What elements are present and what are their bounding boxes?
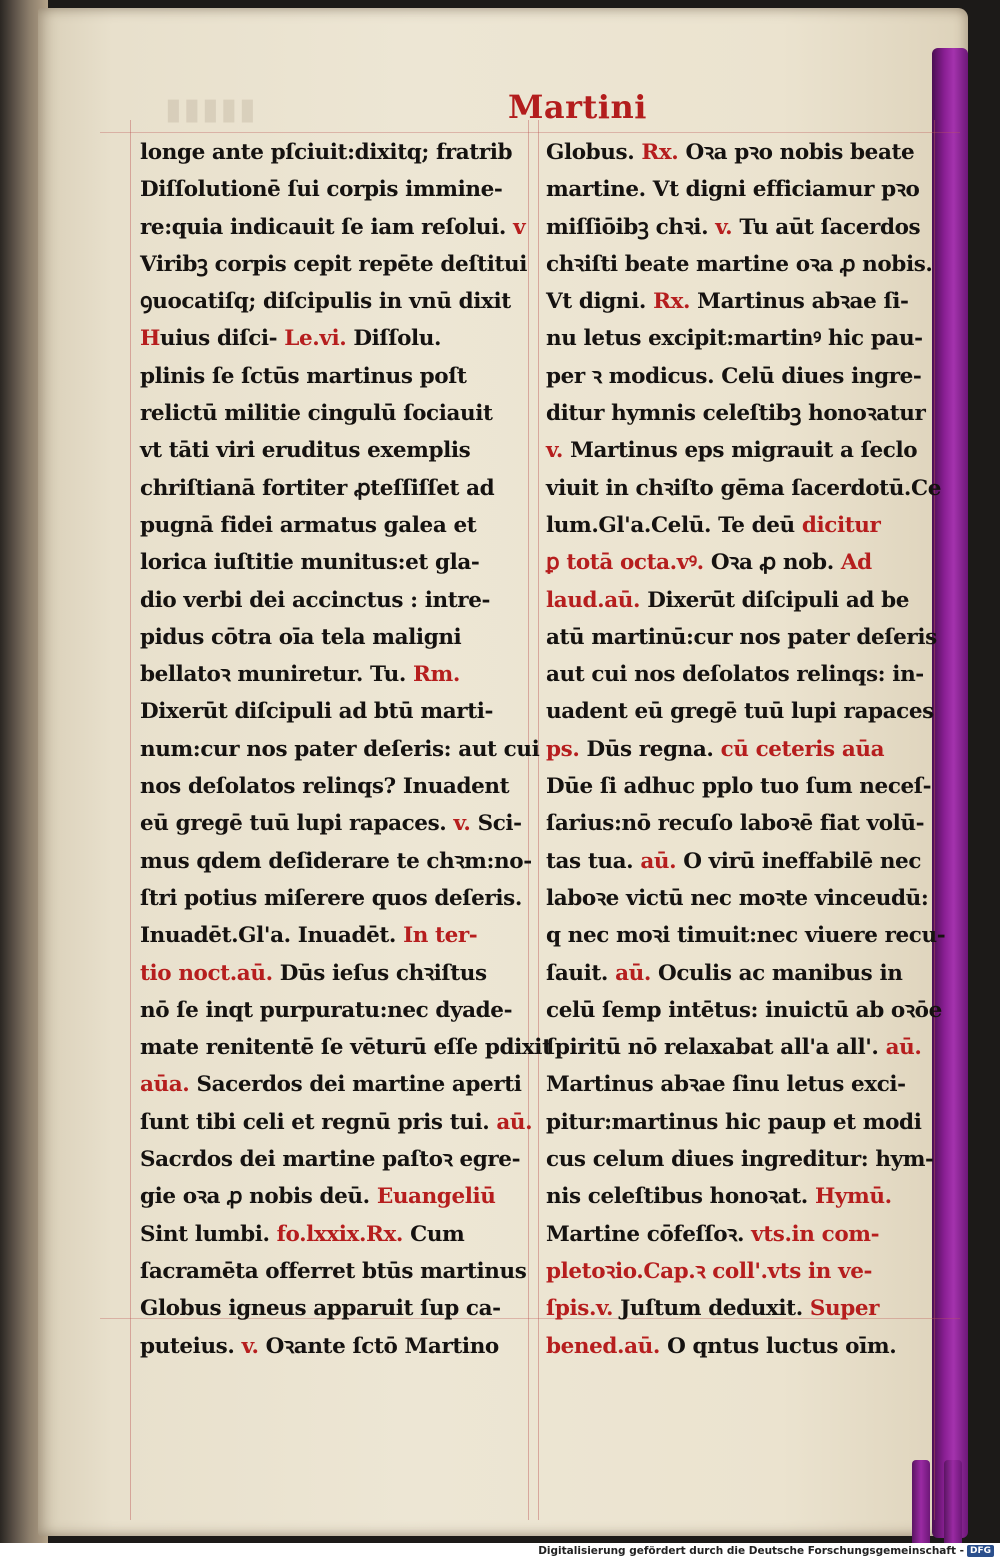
body-text: laboꝛe victū nec moꝛte vinceudū:: [546, 885, 929, 911]
body-text: Dūs ieſus chꝛiſtus: [272, 960, 487, 986]
text-line: [546, 843, 934, 880]
text-line: [546, 246, 934, 283]
text-line: [546, 1104, 934, 1141]
body-text: nō ſe inqt purpuratu:nec dyade-: [140, 997, 513, 1023]
body-text: O virū ineffabilē nec: [676, 848, 922, 874]
body-text: nos deſolatos relinqs? Inuadent: [140, 774, 510, 800]
body-text: ſauit.: [546, 960, 616, 986]
body-text: Martinus eps migrauit a ſeclo: [563, 438, 918, 464]
text-line: [140, 283, 518, 320]
text-line: [140, 768, 518, 805]
body-text: bellatoꝛ muniretur. Tu.: [140, 662, 414, 688]
rubric-text: Hymū.: [814, 1184, 892, 1210]
text-line: [546, 992, 942, 1029]
body-text: dio verbi dei accinctus : intre-: [140, 587, 491, 613]
text-line: [546, 917, 946, 954]
text-line: [140, 992, 518, 1029]
text-line: [546, 209, 934, 246]
text-line: [140, 917, 518, 954]
text-line: [140, 246, 528, 283]
body-text: Globus.: [546, 140, 642, 165]
body-text: re:quia indicauit ſe iam reſolui.: [140, 214, 514, 240]
body-text: Inuadēt.Gl'a. Inuadēt.: [140, 923, 404, 949]
text-line: [140, 656, 518, 693]
text-line: [546, 1141, 934, 1178]
body-text: Tu aūt ſacerdos: [732, 214, 921, 240]
body-text: longe ante pſciuit:dixitq; fratrib: [140, 140, 513, 165]
text-line: [140, 470, 518, 507]
rubric-text: aū.: [885, 1035, 922, 1061]
rubric-text: H: [140, 326, 160, 352]
rubric-text: bened.aū.: [546, 1333, 660, 1359]
rubric-text: aūa.: [140, 1072, 190, 1098]
running-head: Martini: [508, 88, 647, 126]
body-text: Dūe ſi adhuc pplo tuo ſum neceſ-: [546, 774, 932, 800]
text-line: [546, 955, 934, 992]
body-text: ſpiritū nō relaxabat all'a all'.: [546, 1035, 886, 1061]
footer-bar: [0, 1543, 1000, 1561]
body-text: mus qdem deſiderare te chꝛm:no-: [140, 848, 532, 874]
body-text: lorica iuſtitie munitus:et gla-: [140, 550, 480, 576]
ribbon-tail-right: [944, 1460, 962, 1550]
body-text: pitur:martinus hic paup et modi: [546, 1109, 922, 1135]
body-text: Diſſolu.: [346, 326, 442, 352]
text-line: [140, 507, 518, 544]
body-text: plinis ſe ſctūs martinus poſt: [140, 363, 467, 389]
body-text: num:cur nos pater deſeris: aut cui: [140, 736, 540, 762]
text-line: [140, 1104, 533, 1141]
show-through-text: ▮▮▮▮▮: [165, 92, 258, 127]
text-line: [546, 619, 937, 656]
rubric-text: cū ceteris aūa: [720, 736, 885, 762]
body-text: relictū militie cingulū ſociauit: [140, 401, 493, 427]
body-text: chꝛiſti beate martine oꝛa ꝓ nobis.: [546, 251, 933, 277]
text-line: [140, 1178, 518, 1215]
text-column-left: [140, 134, 552, 1365]
text-line: [140, 880, 522, 917]
text-line: [140, 432, 518, 469]
rule-top: [100, 132, 960, 133]
body-text: Vt digni.: [546, 289, 654, 315]
body-text: Cum: [403, 1221, 465, 1247]
body-text: martine. Vt digni efficiamur pꝛo: [546, 177, 920, 203]
text-line: [140, 1029, 552, 1066]
body-text: uius diſci-: [159, 326, 285, 352]
body-text: Viribꝫ corpis cepit repēte deſtitui: [140, 251, 528, 277]
body-text: ſacramēta offerret btūs martinus: [140, 1258, 527, 1284]
rubric-text: Euangeliū: [376, 1184, 496, 1210]
body-text: aut cui nos deſolatos relinqs: in-: [546, 662, 924, 688]
body-text: eū gregē tuū lupi rapaces.: [140, 811, 454, 837]
rubric-text: tio noct.aū.: [140, 960, 273, 986]
body-text: pidus cōtra oīa tela maligni: [140, 624, 462, 650]
text-line: [546, 283, 934, 320]
text-line: [546, 507, 934, 544]
body-text: puteius.: [140, 1333, 242, 1359]
text-line: [140, 843, 532, 880]
text-line: [546, 656, 934, 693]
body-text: Dūs regna.: [579, 736, 721, 762]
body-text: ſarius:nō recuſo laboꝛē fiat volū-: [546, 811, 925, 837]
body-text: Dixerūt diſcipuli ad be: [640, 587, 910, 613]
text-line: [546, 470, 942, 507]
body-text: Oꝛante ſctō Martino: [258, 1333, 499, 1359]
rubric-text: ſpis.v.: [546, 1296, 614, 1322]
text-line: [546, 432, 934, 469]
text-line: [546, 1066, 934, 1103]
text-line: [140, 1290, 518, 1327]
rubric-text: In ter-: [403, 923, 478, 949]
text-line: [546, 1178, 934, 1215]
body-text: ſtri potius miſerere quos deſeris.: [140, 885, 522, 911]
body-text: mate renitentē ſe vēturū eſſe pdixit: [140, 1035, 552, 1061]
body-text: vt tāti viri eruditus exemplis: [140, 438, 471, 464]
body-text: chriſtianā fortiter ꝓteſſiſſet ad: [140, 475, 495, 501]
body-text: ditur hymnis celeſtibꝫ honoꝛatur: [546, 401, 926, 427]
body-text: Oculis ac manibus in: [650, 960, 903, 986]
text-line: [140, 134, 518, 171]
rule-left-outer: [130, 120, 131, 1520]
rubric-text: Super: [809, 1296, 880, 1322]
rubric-text: dicitur: [801, 512, 881, 538]
text-line: [546, 880, 934, 917]
dfg-logo: DFG: [967, 1545, 994, 1557]
text-line: [140, 544, 518, 581]
body-text: q nec moꝛi timuit:nec viuere recu-: [546, 923, 946, 949]
text-line: [546, 1253, 934, 1290]
body-text: viuit in chꝛiſto gēma ſacerdotū.Ce: [546, 475, 942, 501]
body-text: Diſſolutionē ſui corpis immine-: [140, 177, 503, 203]
text-line: [546, 693, 934, 730]
body-text: Sacerdos dei martine aperti: [189, 1072, 522, 1098]
text-line: [546, 171, 934, 208]
text-line: [546, 582, 934, 619]
rubric-text: v.: [453, 811, 471, 837]
text-line: [546, 731, 934, 768]
body-text: pugnā fidei armatus galea et: [140, 512, 477, 538]
body-text: gie oꝛa ꝓ nobis deū.: [140, 1184, 377, 1210]
body-text: cus celum diues ingreditur: hym-: [546, 1147, 934, 1173]
text-line: [546, 320, 934, 357]
body-text: Oꝛa pꝛo nobis beate: [678, 140, 915, 165]
body-text: tas tua.: [546, 848, 641, 874]
text-line: [140, 619, 518, 656]
body-text: nu letus excipit:martinꝰ hic pau-: [546, 326, 923, 352]
rubric-text: Ad: [840, 550, 872, 576]
text-line: [140, 582, 518, 619]
rubric-text: Rm.: [413, 662, 460, 688]
rubric-text: v.: [715, 214, 733, 240]
rubric-text: fo.lxxix.Rx.: [276, 1221, 404, 1247]
text-line: [546, 805, 934, 842]
body-text: Oꝛa ꝓ nob.: [703, 550, 841, 576]
rubric-text: Rx.: [653, 289, 691, 315]
rule-center-right: [538, 120, 539, 1520]
text-line: [140, 171, 518, 208]
text-line: [140, 805, 522, 842]
body-text: Martine cōfeſſoꝛ.: [546, 1221, 752, 1247]
text-line: [140, 209, 526, 246]
body-text: nis celeſtibus honoꝛat.: [546, 1184, 815, 1210]
body-text: Sci-: [470, 811, 522, 837]
body-text: Dixerūt diſcipuli ad btū marti-: [140, 699, 494, 725]
rubric-text: laud.aū.: [546, 587, 641, 613]
body-text: lum.Gl'a.Celū. Te deū: [546, 512, 802, 538]
rubric-text: aū.: [615, 960, 651, 986]
rubric-text: ꝑ totā octa.vꝰ.: [546, 550, 704, 576]
body-text: Martinus abꝛae ſinu letus exci-: [546, 1072, 906, 1098]
rubric-text: ps.: [546, 736, 580, 762]
body-text: ſunt tibi celi et regnū pris tui.: [140, 1109, 497, 1135]
text-line: [140, 1141, 521, 1178]
body-text: Juſtum deduxit.: [613, 1296, 810, 1322]
text-column-right: [546, 134, 946, 1365]
text-line: [140, 1216, 518, 1253]
rule-right-outer: [934, 120, 935, 1520]
text-line: [546, 1216, 934, 1253]
text-line: [546, 768, 934, 805]
rule-center-left: [528, 120, 529, 1520]
text-line: [140, 693, 518, 730]
body-text: O qntus luctus oīm.: [660, 1333, 897, 1359]
body-text: uadent eū gregē tuū lupi rapaces: [546, 699, 934, 725]
text-line: [140, 1328, 518, 1365]
rubric-text: v.: [241, 1333, 259, 1359]
text-line: [546, 395, 934, 432]
body-text: celū ſemp intētus: inuictū ab oꝛōe: [546, 997, 942, 1023]
body-text: ꝯuocatiſq; diſcipulis in vnū dixit: [140, 289, 511, 315]
text-line: [140, 1253, 527, 1290]
rubric-text: aū.: [640, 848, 677, 874]
rubric-text: pletoꝛio.Cap.ꝛ coll'.vts in ve-: [546, 1258, 873, 1284]
text-line: [546, 544, 934, 581]
text-line: [546, 1290, 934, 1327]
text-line: [546, 358, 934, 395]
rubric-text: vts.in com-: [751, 1221, 880, 1247]
body-text: Globus igneus apparuit ſup ca-: [140, 1296, 501, 1322]
rubric-text: Le.vi.: [284, 326, 347, 352]
bookmark-ribbon: [932, 48, 968, 1538]
digitization-credit: Digitalisierung gefördert durch die Deutsche Forschungsgemeinschaft -: [538, 1545, 964, 1557]
rubric-text: v: [513, 214, 526, 240]
text-line: [546, 1328, 934, 1365]
body-text: miſſiōibꝫ chꝛi.: [546, 214, 716, 240]
text-line: [140, 731, 540, 768]
text-line: [140, 1066, 522, 1103]
text-line: [140, 320, 518, 357]
ribbon-tail-left: [912, 1460, 930, 1550]
body-text: Sint lumbi.: [140, 1221, 277, 1247]
body-text: Sacrdos dei martine paſtoꝛ egre-: [140, 1147, 521, 1173]
rubric-text: Rx.: [641, 140, 679, 165]
text-line: [140, 395, 518, 432]
text-line: [140, 358, 518, 395]
text-line: [546, 134, 934, 171]
body-text: per ꝛ modicus. Celū diues ingre-: [546, 363, 922, 389]
text-line: [140, 955, 518, 992]
rubric-text: aū.: [496, 1109, 533, 1135]
body-text: atū martinū:cur nos pater deſeris: [546, 624, 937, 650]
body-text: Martinus abꝛae ſi-: [690, 289, 909, 315]
rubric-text: v.: [546, 438, 564, 464]
text-line: [546, 1029, 934, 1066]
